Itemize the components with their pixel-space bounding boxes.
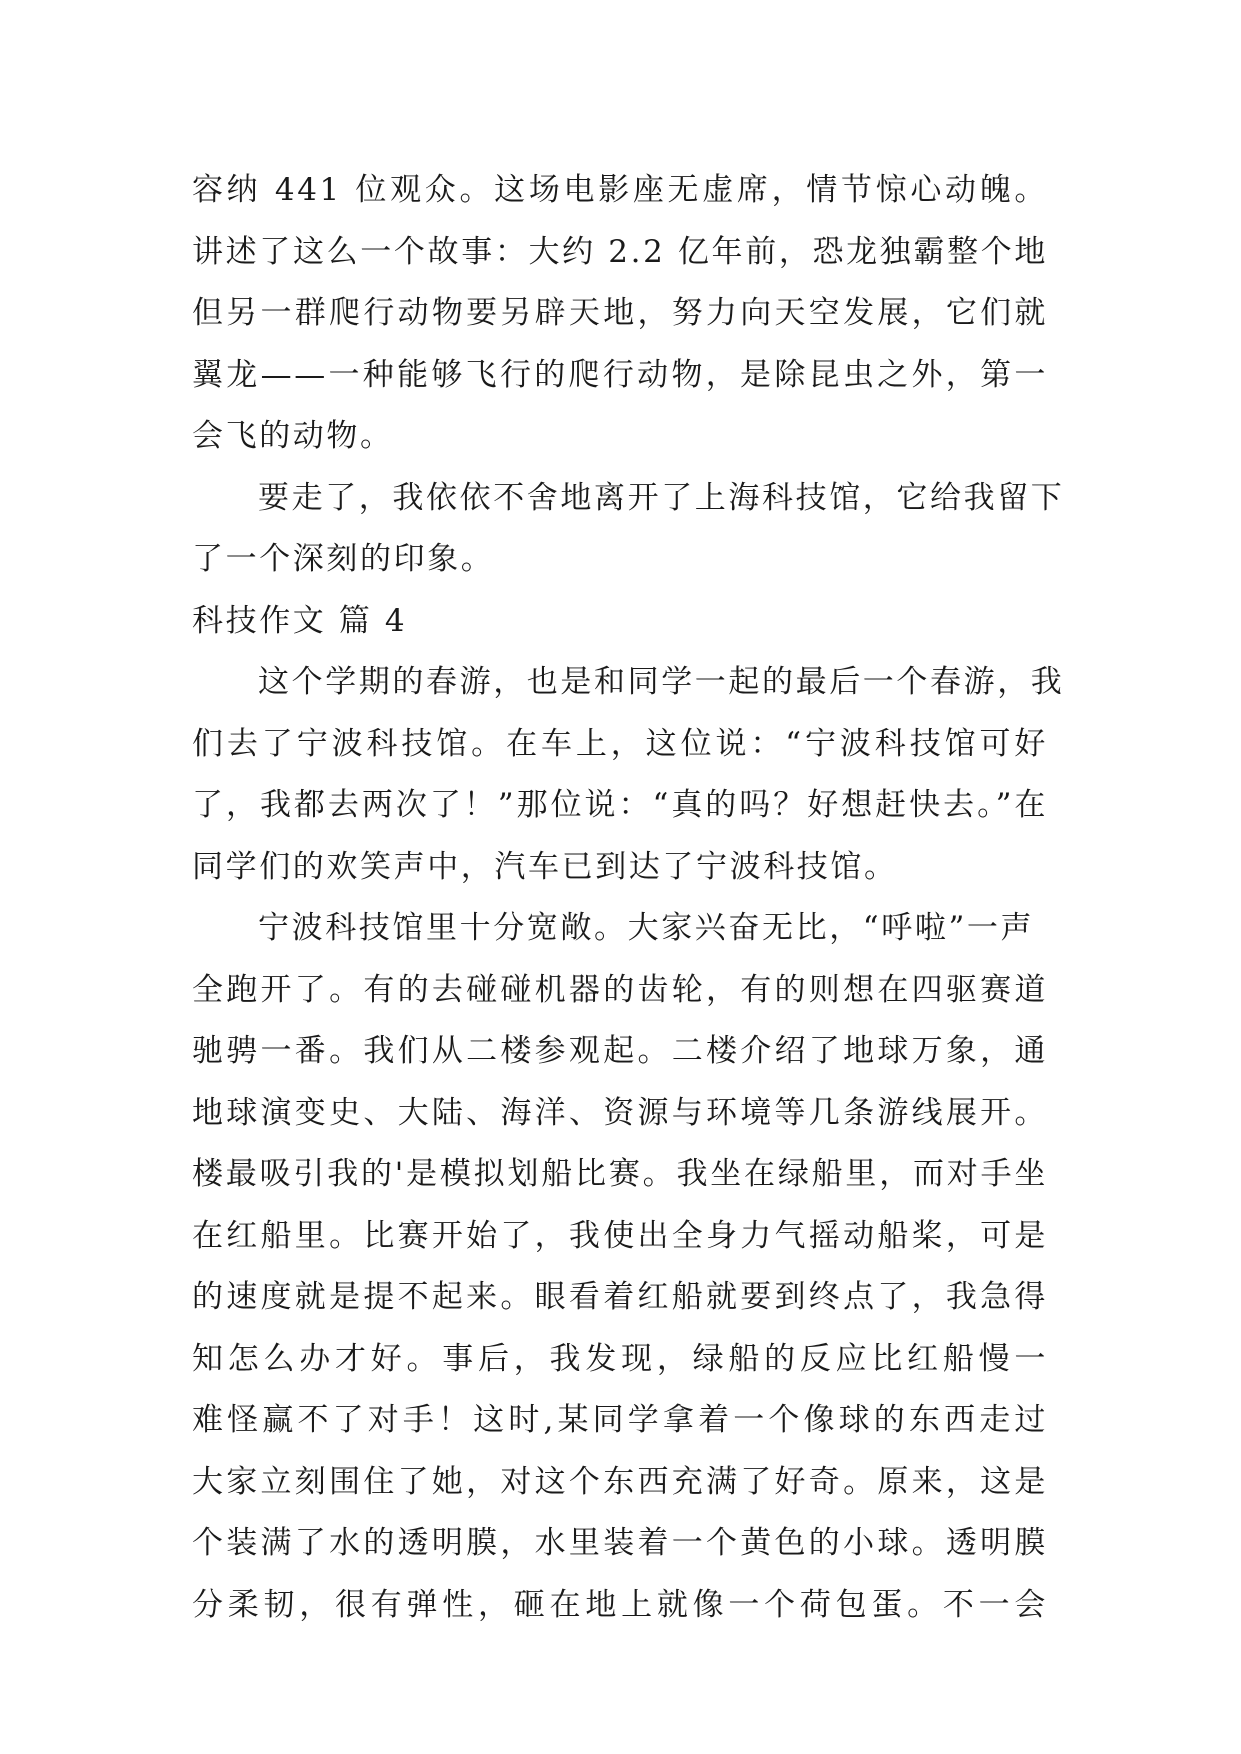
paragraph-2 <box>192 468 1065 591</box>
text-line: 全跑开了。有的去碰碰机器的齿轮，有的则想在四驱赛道 <box>192 971 1048 1008</box>
text-line: 但另一群爬行动物要另辟天地，努力向天空发展，它们就 <box>192 295 1048 331</box>
text-line: 这个学期的春游，也是和同学一起的最后一个春游，我 <box>258 664 1065 700</box>
text-line: 大家立刻围住了她，对这个东西充满了好奇。原来，这是 <box>192 1463 1048 1500</box>
text-line: 了一个深刻的印象。 <box>192 541 495 577</box>
text-line: 楼最吸引我的'是模拟划船比赛。我坐在绿船里，而对手坐 <box>192 1156 1048 1192</box>
text-line: 要走了，我依依不舍地离开了上海科技馆，它给我留下 <box>258 479 1065 516</box>
text-line: 同学们的欢笑声中，汽车已到达了宁波科技馆。 <box>192 848 898 885</box>
paragraph-4 <box>192 898 1048 1636</box>
text-line: 讲述了这么一个故事：大约 2.2 亿年前，恐龙独霸整个地 <box>192 233 1048 270</box>
document-body <box>192 160 1065 1636</box>
text-line: 会飞的动物。 <box>192 418 394 454</box>
text-line: 们去了宁波科技馆。在车上，这位说：“宁波科技馆可好 <box>192 725 1048 762</box>
text-line: 知怎么办才好。事后，我发现，绿船的反应比红船慢一 <box>192 1340 1048 1377</box>
text-line: 在红船里。比赛开始了，我使出全身力气摇动船桨，可是 <box>192 1217 1048 1254</box>
text-line: 分柔韧，很有弹性，砸在地上就像一个荷包蛋。不一会 <box>192 1586 1048 1623</box>
text-line: 难怪赢不了对手！这时,某同学拿着一个像球的东西走过 <box>192 1402 1048 1438</box>
text-line: 宁波科技馆里十分宽敞。大家兴奋无比，“呼啦”一声 <box>258 910 1035 946</box>
text-line: 翼龙——一种能够飞行的爬行动物，是除昆虫之外，第一 <box>192 356 1048 393</box>
text-line: 容纳 441 位观众。这场电影座无虚席，情节惊心动魄。 <box>192 172 1048 208</box>
paragraph-1 <box>192 160 1048 468</box>
text-line: 个装满了水的透明膜，水里装着一个黄色的小球。透明膜 <box>192 1525 1048 1561</box>
paragraph-3 <box>192 652 1065 898</box>
text-line: 驰骋一番。我们从二楼参观起。二楼介绍了地球万象，通 <box>192 1033 1048 1069</box>
section-heading: 科技作文 篇 4 <box>192 602 408 639</box>
text-line: 了，我都去两次了！”那位说：“真的吗？好想赶快去。”在 <box>192 787 1048 823</box>
text-line: 地球演变史、大陆、海洋、资源与环境等几条游线展开。 <box>192 1094 1048 1131</box>
text-line: 的速度就是提不起来。眼看着红船就要到终点了，我急得 <box>192 1279 1048 1315</box>
